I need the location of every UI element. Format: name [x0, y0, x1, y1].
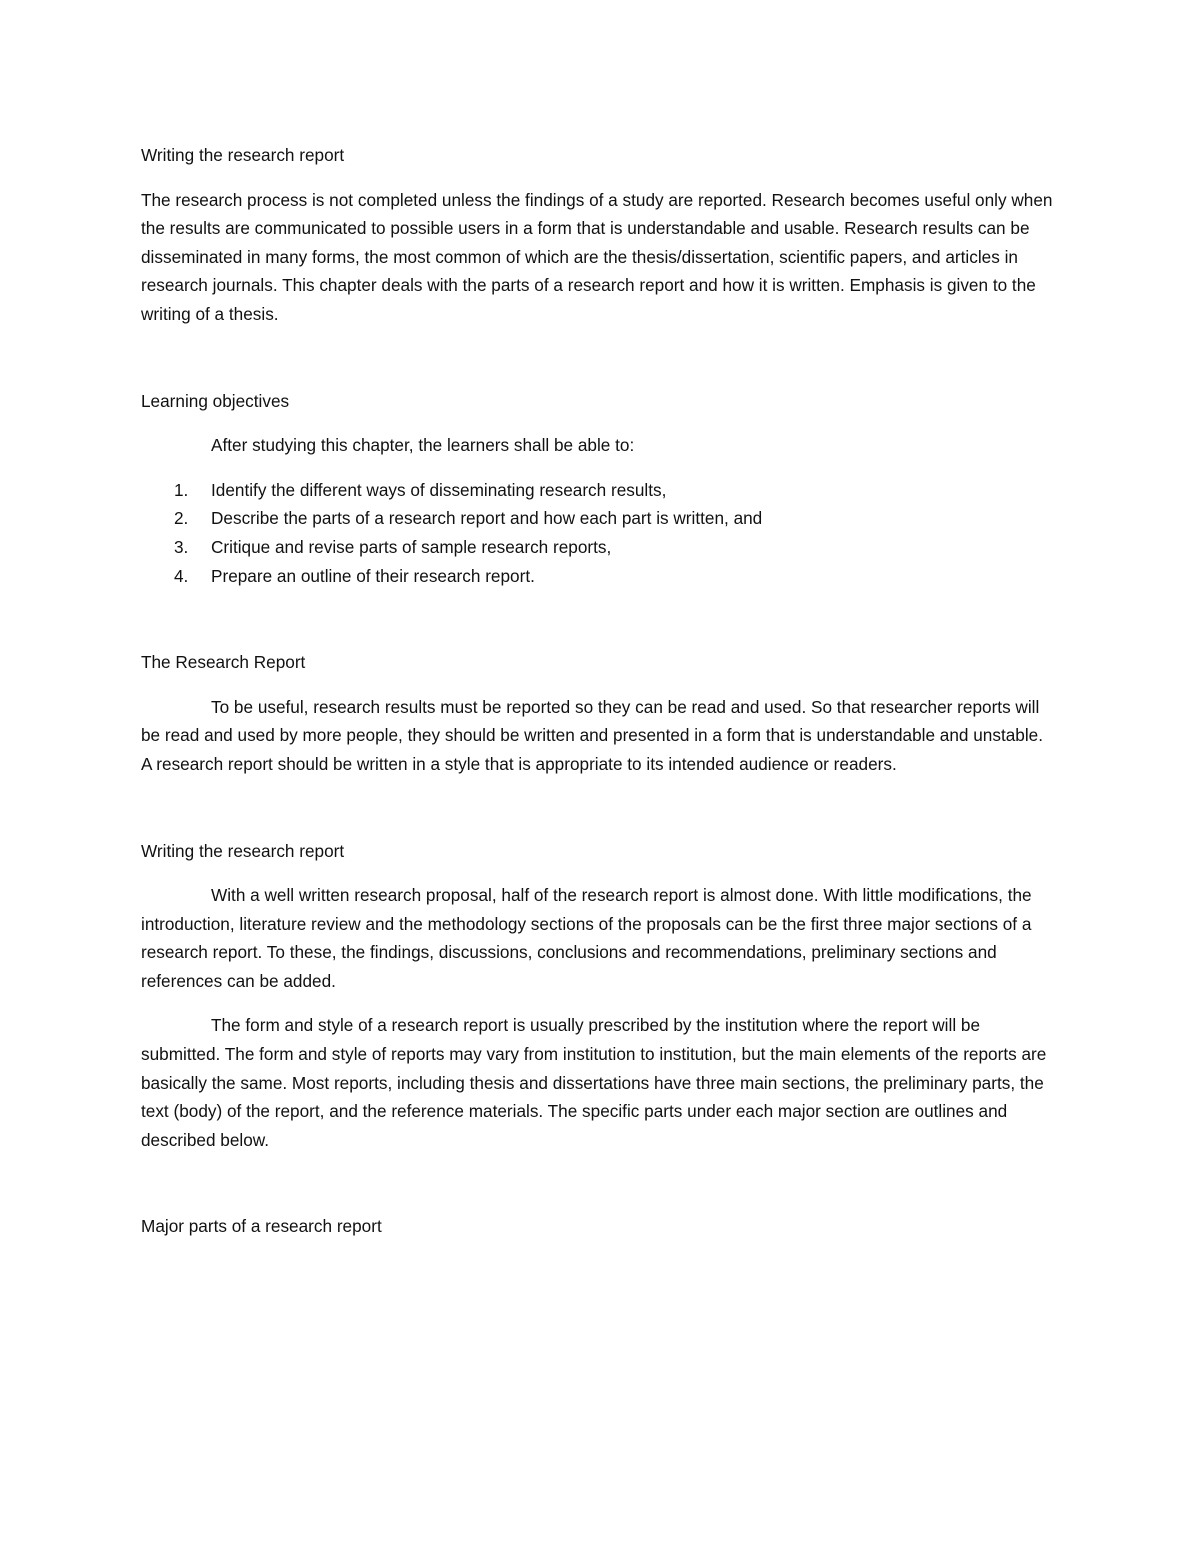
objectives-list: [141, 476, 1056, 590]
section-heading-learning-objectives: Learning objectives: [141, 390, 290, 411]
document-body: [141, 141, 1056, 1241]
section-heading-writing-report-2: Writing the research report: [141, 840, 345, 861]
section-heading-research-report: The Research Report: [141, 652, 306, 673]
section-heading-writing-report: Writing the research report: [141, 145, 345, 165]
writing-paragraph-1: With a well written research proposal, half of the research report is almost done. With little modifications, the introduction, literature review and the methodology sections of the proposals can be the first three major sections of a research report. To these, the findings, discussions, conclusions and recommendations, preliminary sections and references can be added.: [141, 885, 1032, 991]
list-item-text: Describe the parts of a research report and how each part is written, and: [211, 508, 763, 529]
list-item-number: 1.: [174, 479, 189, 500]
list-item-text: Critique and revise parts of sample research reports,: [211, 536, 612, 557]
list-item: [141, 504, 1056, 533]
objectives-lead: After studying this chapter, the learners shall be able to:: [211, 435, 635, 456]
list-item-number: 3.: [174, 536, 189, 557]
research-report-paragraph: To be useful, research results must be reported so they can be read and used. So that researcher reports will be read and used by more people, they should be written and presented in a form that is understandable and unstable. A research report should be written in a style that is appropriate to its intended audience or readers.: [141, 696, 1043, 774]
writing-paragraph-2: The form and style of a research report is usually prescribed by the institution where the report will be submitted. The form and style of reports may vary from institution to institution, but the main elements of the reports are basically the same. Most reports, including thesis and dissertations have three main sections, the preliminary parts, the text (body) of the report, and the reference materials. The specific parts under each major section are outlines and described below.: [141, 1015, 1047, 1150]
list-item-text: Identify the different ways of disseminating research results,: [211, 479, 667, 500]
intro-paragraph: The research process is not completed unless the findings of a study are reported. Research becomes useful only when the results are communicated to possible users in a form that is understandable and usable. Research results can be disseminated in many forms, the most common of which are the thesis/dissertation, scientific papers, and articles in research journals. This chapter deals with the parts of a research report and how it is written. Emphasis is given to the writing of a thesis.: [141, 189, 1053, 324]
list-item: [141, 533, 1056, 562]
list-item-number: 4.: [174, 565, 189, 586]
list-item-number: 2.: [174, 508, 189, 529]
list-item-text: Prepare an outline of their research report.: [211, 565, 535, 586]
section-heading-major-parts: Major parts of a research report: [141, 1216, 382, 1237]
list-item: [141, 562, 1056, 591]
list-item: [141, 476, 1056, 505]
